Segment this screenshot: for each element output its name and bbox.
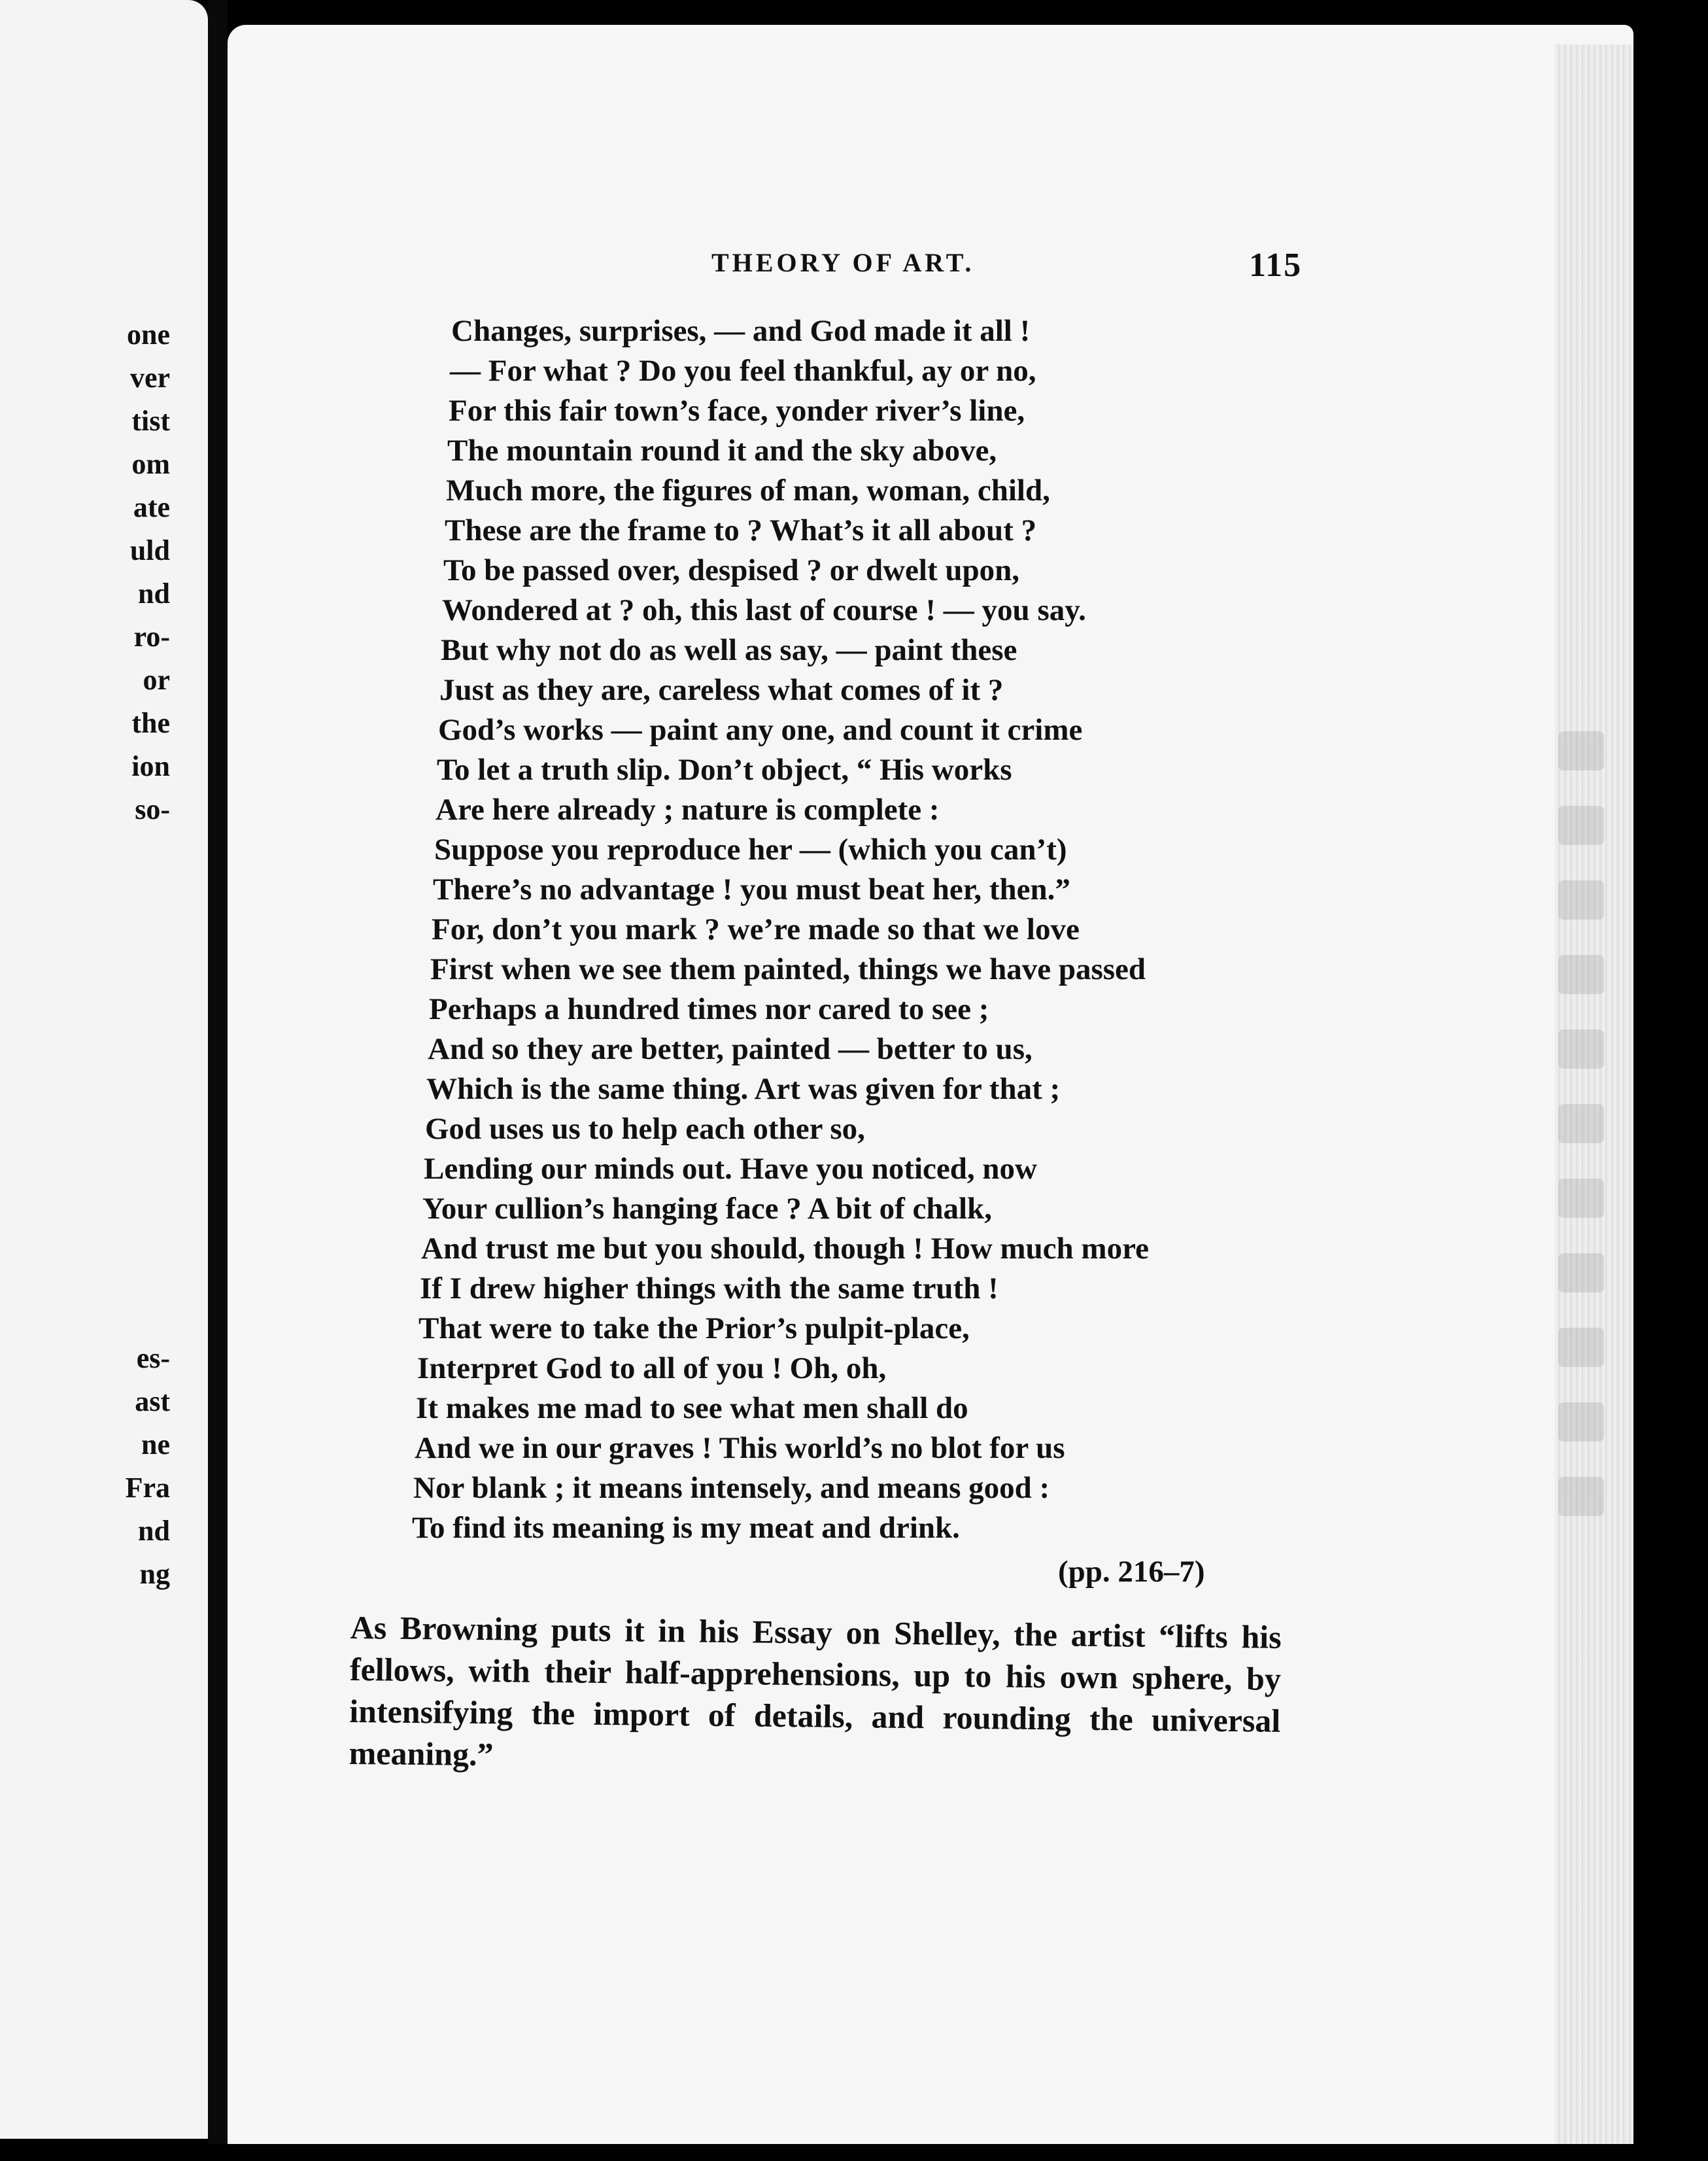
left-page-fragment: so- — [135, 793, 170, 825]
left-page-fragment: ng — [139, 1558, 170, 1590]
poem-line: Perhaps a hundred times nor cared to see ; — [429, 992, 989, 1026]
left-page-fragment: nd — [138, 578, 170, 610]
poem-line: For, don’t you mark ? we’re made so that we love — [432, 912, 1080, 946]
poem-line: Which is the same thing. Art was given for that ; — [426, 1072, 1061, 1106]
poem-line: To be passed over, despised ? or dwelt upon, — [443, 553, 1020, 587]
poem-line: Just as they are, careless what comes of it ? — [439, 673, 1004, 707]
poem-line: Nor blank ; it means intensely, and means good : — [413, 1471, 1050, 1505]
poem-line: That were to take the Prior’s pulpit-place, — [418, 1311, 970, 1345]
left-page-fragment: or — [143, 664, 170, 696]
scan-border — [0, 2144, 1708, 2161]
poem-line: For this fair town’s face, yonder river’s line, — [449, 394, 1025, 428]
poem-line: These are the frame to ? What’s it all about ? — [445, 513, 1037, 547]
citation: (pp. 216–7) — [1058, 1555, 1205, 1589]
poem-line: Lending our minds out. Have you noticed, now — [424, 1152, 1038, 1186]
poem-line: Suppose you reproduce her — (which you can’t) — [434, 833, 1067, 867]
left-page-fragment: om — [131, 448, 170, 480]
poem-line: If I drew higher things with the same truth ! — [420, 1271, 999, 1305]
left-page-fragment: the — [131, 707, 170, 739]
poem-line: There’s no advantage ! you must beat her, then.” — [433, 873, 1070, 907]
left-page-fragment: ver — [129, 362, 170, 394]
prose-paragraph: As Browning puts it in his Essay on Shelley, the artist “lifts his fellows, with their half-apprehensions, up to his own sphere, by intensifying the import of details, and rounding the universal meaning.” — [349, 1608, 1282, 1773]
left-page-fragment: ast — [135, 1385, 170, 1417]
poem-line: First when we see them painted, things we have passed — [430, 952, 1146, 986]
poem-line: To let a truth slip. Don’t object, “ His works — [437, 753, 1012, 787]
poem-line: To find its meaning is my meat and drink. — [412, 1511, 960, 1545]
poem-line: But why not do as well as say, — paint these — [441, 633, 1017, 667]
poem-line: — For what ? Do you feel thankful, ay or no, — [450, 354, 1036, 388]
left-facing-page — [0, 0, 208, 2139]
left-page-fragment: nd — [138, 1515, 170, 1547]
poem-line: Much more, the figures of man, woman, child, — [446, 474, 1050, 508]
poem-line: It makes me mad to see what men shall do — [416, 1391, 968, 1425]
poem-line: And trust me but you should, though ! How much more — [421, 1232, 1149, 1266]
left-page-fragment: one — [127, 319, 170, 351]
poem-line: God’s works — paint any one, and count it crime — [438, 713, 1083, 747]
left-page-fragment: Fra — [125, 1472, 170, 1504]
left-page-fragment: es- — [136, 1342, 170, 1374]
book-page — [228, 25, 1633, 2144]
poem-line: And so they are better, painted — better to us, — [428, 1032, 1033, 1066]
running-head: THEORY OF ART. — [711, 248, 975, 277]
left-page-fragment: ate — [133, 491, 170, 523]
poem-line: Changes, surprises, — and God made it all ! — [451, 314, 1031, 348]
show-through-text — [1542, 731, 1620, 1516]
poem-line: God uses us to help each other so, — [425, 1112, 865, 1146]
page-number: 115 — [1249, 247, 1303, 284]
poem-line: And we in our graves ! This world’s no blot for us — [415, 1431, 1065, 1465]
poem-line: Wondered at ? oh, this last of course ! — you say. — [442, 593, 1086, 627]
left-page-fragment: uld — [129, 534, 170, 566]
left-page-fragment: ro- — [133, 621, 170, 653]
left-page-fragment: tist — [131, 405, 170, 437]
book-gutter — [208, 0, 228, 2161]
poem-line: Your cullion’s hanging face ? A bit of chalk, — [422, 1192, 992, 1226]
poem-line: Interpret God to all of you ! Oh, oh, — [417, 1351, 887, 1385]
left-page-fragment: ne — [141, 1428, 170, 1461]
poem-line: The mountain round it and the sky above, — [447, 434, 997, 468]
left-page-fragment: ion — [131, 750, 170, 782]
poem-line: Are here already ; nature is complete : — [436, 793, 940, 827]
